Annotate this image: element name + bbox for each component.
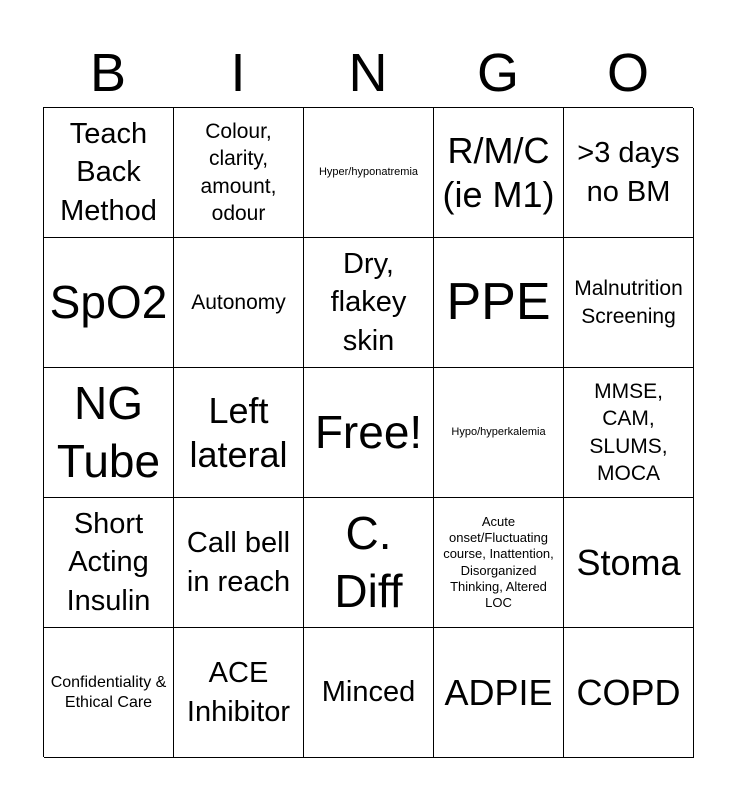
cell-text: Minced [321,676,416,709]
cell-text: Left lateral [189,390,288,475]
header-letter-i: I [230,43,246,103]
cell-text: MMSE, CAM, SLUMS, MOCA [589,379,668,485]
bingo-cell[interactable] [174,108,304,238]
bingo-cell[interactable] [304,498,434,628]
cell-text: R/M/C (ie M1) [442,130,555,215]
header-letter-o: O [606,43,649,103]
bingo-cell[interactable] [434,498,564,628]
cell-text: Short Acting Insulin [66,507,151,617]
cell-text: Call bell in reach [186,526,291,598]
bingo-cell[interactable] [44,238,174,368]
header-letter-b: B [89,43,127,103]
bingo-cell[interactable] [564,368,694,498]
cell-text: Stoma [576,541,681,583]
cell-text: Colour, clarity, amount, odour [200,119,277,225]
bingo-cell[interactable] [44,498,174,628]
bingo-cell[interactable] [174,628,304,758]
cell-text: NG Tube [56,377,161,487]
cell-text: >3 days no BM [577,136,680,208]
cell-text: SpO2 [49,275,168,328]
bingo-cell[interactable] [304,108,434,238]
bingo-header [43,40,693,106]
bingo-cell[interactable] [304,628,434,758]
bingo-cell[interactable] [434,238,564,368]
cell-text: Confidentiality & Ethical Care [50,673,167,711]
bingo-board [43,107,693,757]
cell-text: Hyper/hyponatremia [318,166,419,179]
bingo-cell[interactable] [564,628,694,758]
bingo-cell[interactable] [434,628,564,758]
cell-text: Acute onset/Fluctuating course, Inattention, Disorganized Thinking, Altered LOC [443,513,554,610]
bingo-cell[interactable] [434,108,564,238]
cell-text: ADPIE [444,671,553,713]
cell-text: ACE Inhibitor [186,656,291,728]
cell-text: C. Diff [334,507,403,617]
cell-text: Teach Back Method [60,117,157,227]
bingo-cell[interactable] [44,108,174,238]
bingo-cell[interactable] [564,498,694,628]
header-letter-n: N [348,43,388,103]
cell-text: PPE [446,273,551,332]
bingo-cell[interactable] [174,368,304,498]
cell-text: COPD [576,671,681,713]
free-space-cell[interactable] [304,368,434,498]
bingo-cell[interactable] [434,368,564,498]
cell-text: Malnutrition Screening [574,277,683,328]
bingo-cell[interactable] [304,238,434,368]
bingo-cell[interactable] [174,238,304,368]
bingo-cell[interactable] [44,628,174,758]
bingo-cell[interactable] [44,368,174,498]
free-space-text: Free! [314,405,423,458]
header-letter-g: G [476,43,519,103]
bingo-cell[interactable] [564,108,694,238]
bingo-cell[interactable] [174,498,304,628]
cell-text: Autonomy [191,290,286,314]
bingo-cell[interactable] [564,238,694,368]
cell-text: Hypo/hyperkalemia [451,426,546,439]
cell-text: Dry, flakey skin [330,247,407,357]
